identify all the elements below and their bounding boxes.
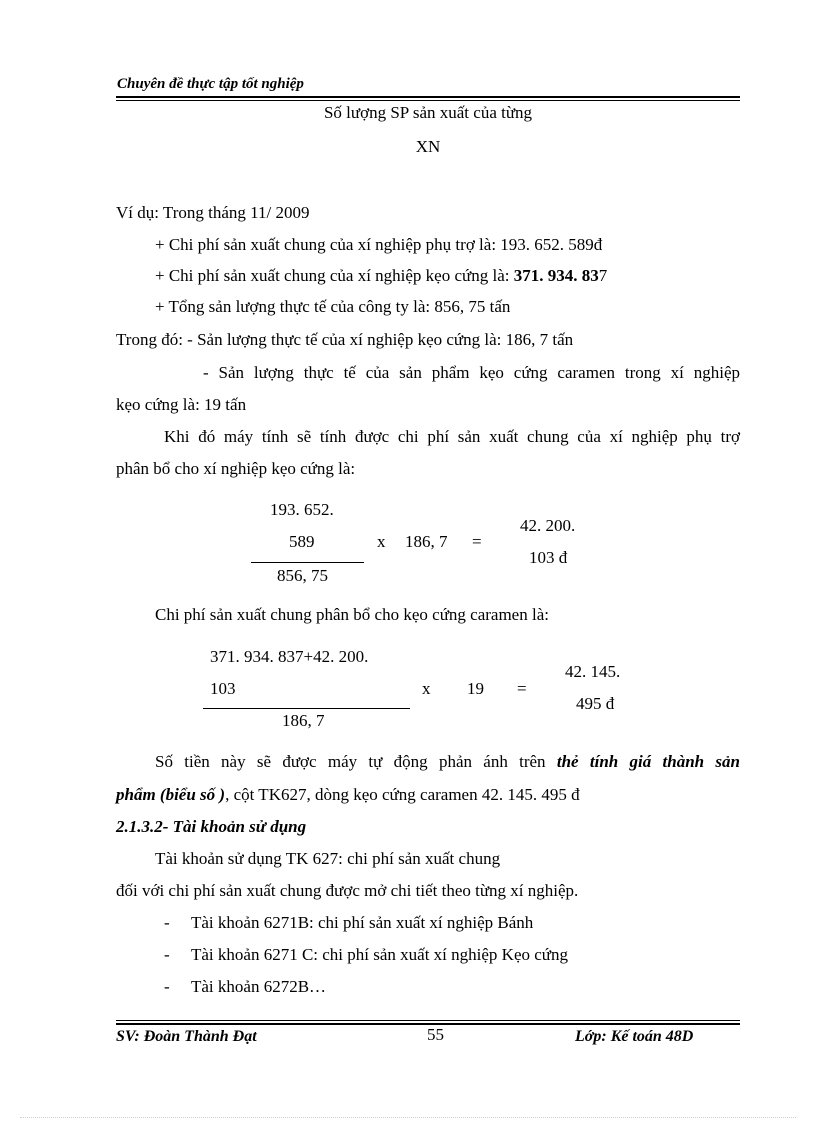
formula-2-result-line-2: 495 đ <box>576 694 615 713</box>
formula-2-numerator-line-1: 371. 934. 837+42. 200. <box>210 647 369 666</box>
footer-student-name: SV: Đoàn Thành Đạt <box>116 1028 257 1045</box>
formula-2-numerator-line-2: 103 <box>210 679 236 698</box>
formula-1-equals: = <box>472 532 482 551</box>
header-rule-thin <box>116 100 740 101</box>
formula-1-fraction-bar <box>251 562 364 563</box>
example-item-3: + Tổng sản lượng thực tế của công ty là: 856, 75 tấn <box>155 297 511 316</box>
sub-item-2-line-1: - Sản lượng thực tế của sản phẩm kẹo cứng caramen trong xí nghiệp <box>203 363 740 382</box>
formula-2-denominator: 186, 7 <box>282 711 325 730</box>
page-number: 55 <box>427 1025 444 1044</box>
conclusion-line-2 <box>116 785 580 805</box>
conclusion-text-2: , cột TK627, dòng kẹo cứng caramen 42. 145. 495 đ <box>225 785 580 804</box>
trong-do-line: Trong đó: - Sản lượng thực tế của xí nghiệp kẹo cứng là: 186, 7 tấn <box>116 330 574 349</box>
formula-1-numerator-line-1: 193. 652. <box>270 500 334 519</box>
list-item <box>164 977 326 997</box>
header-rule-thick <box>116 96 740 98</box>
footer-class: Lớp: Kế toán 48D <box>575 1028 694 1045</box>
caption-line-1: Số lượng SP sản xuất của từng <box>323 103 533 122</box>
accounts-line-1: Tài khoản sử dụng TK 627: chi phí sản xuất chung <box>155 849 501 868</box>
example-item-2-text: + Chi phí sản xuất chung của xí nghiệp kẹo cứng là: <box>155 266 514 285</box>
example-item-2-bold: 371. 934. 83 <box>513 266 599 285</box>
list-bullet: - <box>164 977 170 996</box>
formula-1-numerator-line-2: 589 <box>289 532 315 551</box>
example-item-1: + Chi phí sản xuất chung của xí nghiệp phụ trợ là: 193. 652. 589đ <box>155 235 603 254</box>
formula-2-times: x <box>422 679 431 698</box>
list-item <box>164 945 568 965</box>
accounts-line-2: đối với chi phí sản xuất chung được mở chi tiết theo từng xí nghiệp. <box>116 881 579 900</box>
formula-1-times: x <box>377 532 386 551</box>
example-item-2 <box>155 266 607 286</box>
list-bullet: - <box>164 913 170 932</box>
formula-1-factor: 186, 7 <box>405 532 448 551</box>
formula-1-result-line-2: 103 đ <box>529 548 568 567</box>
section-heading: 2.1.3.2- Tài khoản sử dụng <box>116 817 307 836</box>
formula-2-result-line-1: 42. 145. <box>565 662 621 681</box>
list-item-text: Tài khoản 6271B: chi phí sản xuất xí nghiệp Bánh <box>191 913 534 932</box>
khi-do-line-1: Khi đó máy tính sẽ tính được chi phí sản xuất chung của xí nghiệp phụ trợ <box>164 427 740 446</box>
conclusion-text-1: Số tiền này sẽ được máy tự động phản ánh trên <box>155 752 557 771</box>
khi-do-line-2: phân bổ cho xí nghiệp kẹo cứng là: <box>116 459 356 478</box>
list-item-text: Tài khoản 6271 C: chi phí sản xuất xí nghiệp Kẹo cứng <box>191 945 569 964</box>
formula-1-denominator: 856, 75 <box>277 566 328 585</box>
list-bullet: - <box>164 945 170 964</box>
conclusion-emphasis-2: phẩm (biểu số ) <box>116 785 226 804</box>
caption-line-2: XN <box>415 137 441 156</box>
list-item-text: Tài khoản 6272B… <box>191 977 327 996</box>
conclusion-line-1 <box>155 752 740 772</box>
formula-1-result-line-1: 42. 200. <box>520 516 576 535</box>
conclusion-emphasis-1: thẻ tính giá thành sản <box>556 752 740 771</box>
formula-2-factor: 19 <box>467 679 484 698</box>
footer-rule-thin <box>116 1020 740 1021</box>
formula-2-intro: Chi phí sản xuất chung phân bổ cho kẹo cứng caramen là: <box>155 605 549 624</box>
formula-2-fraction-bar <box>203 708 410 709</box>
running-header: Chuyên đề thực tập tốt nghiệp <box>117 76 304 92</box>
list-item <box>164 913 533 933</box>
formula-2-equals: = <box>517 679 527 698</box>
page-bottom-border <box>20 1117 796 1118</box>
example-item-2-tail: 7 <box>598 266 608 285</box>
example-intro: Ví dụ: Trong tháng 11/ 2009 <box>116 203 310 222</box>
sub-item-2-line-2: kẹo cứng là: 19 tấn <box>116 395 247 414</box>
